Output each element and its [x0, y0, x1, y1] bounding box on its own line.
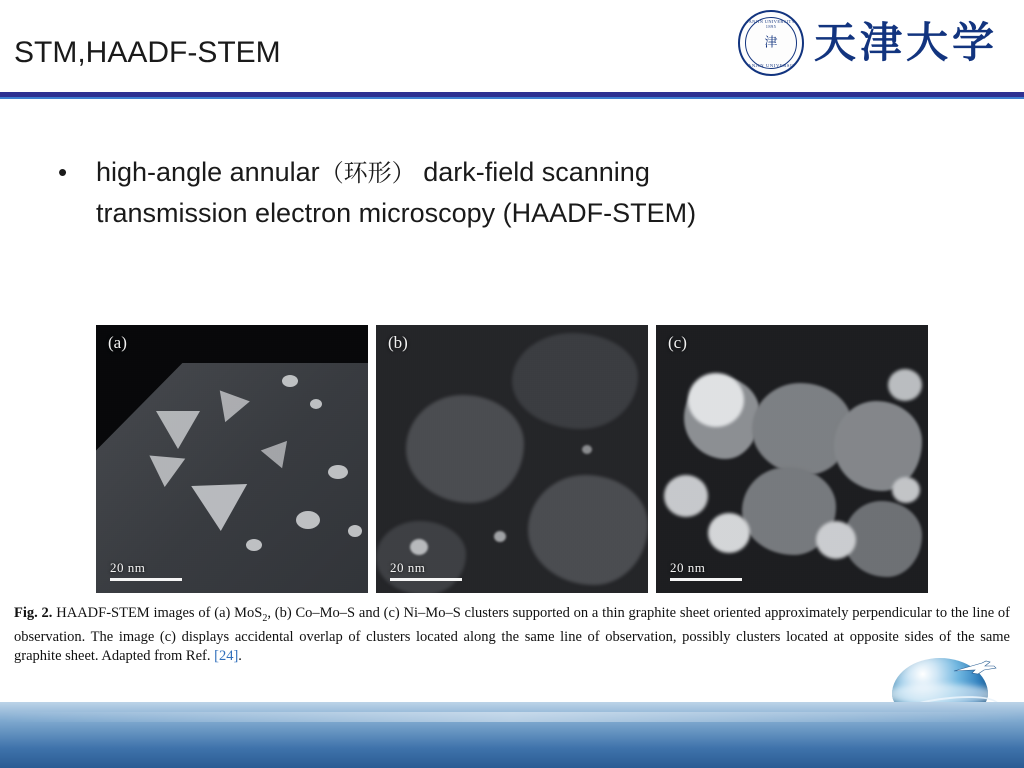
- seal-bottom-text: TIANJIN UNIVERSITY: [742, 63, 800, 68]
- figure-panel-a: [96, 325, 368, 593]
- bright-cluster: [664, 475, 708, 517]
- caption-text-3: .: [238, 647, 242, 664]
- bullet-line1-post: dark-field scanning: [423, 157, 650, 187]
- bright-cluster: [816, 521, 856, 559]
- scale-bar-line-b: [390, 578, 462, 581]
- scale-bar-label-b: 20 nm: [390, 560, 426, 575]
- header-divider-secondary: [0, 97, 1024, 99]
- bullet-block: [58, 152, 938, 233]
- cluster-spot: [282, 375, 298, 387]
- bullet-marker: •: [58, 157, 68, 187]
- bright-spot: [410, 539, 428, 555]
- figure-haadf-stem: [96, 325, 928, 593]
- caption-text-2: , (b) Co–Mo–S and (c) Ni–Mo–S clusters supported on a thin graphite sheet oriented approximately perpendicular to the line of observation. The image (c) displays accidental overlap of clusters located along the same line of observation, possibly clusters located at opposite sides of the same graphite sheet. Adapted from Ref.: [14, 605, 1011, 664]
- water-shine: [0, 712, 1024, 722]
- bullet-item: [58, 152, 938, 233]
- caption-fig-number: Fig. 2.: [14, 605, 53, 621]
- airplane-icon: [952, 660, 998, 676]
- scale-bar-label-c: 20 nm: [670, 560, 706, 575]
- caption-text-1: HAADF-STEM images of (a) MoS: [56, 605, 263, 621]
- cluster-spot: [348, 525, 362, 537]
- bright-cluster: [888, 369, 922, 401]
- bright-cluster: [688, 373, 744, 427]
- figure-panel-c: [656, 325, 928, 593]
- mos2-triangle: [147, 455, 185, 488]
- bright-cluster: [892, 477, 920, 503]
- panel-label-c: (c): [668, 333, 687, 352]
- cluster-region: [376, 521, 466, 593]
- mos2-triangle: [156, 411, 200, 449]
- bullet-line1-cjk: （环形）: [319, 159, 416, 187]
- figure-caption: [14, 604, 1010, 666]
- panel-label-a: (a): [108, 333, 127, 352]
- mos2-triangle: [191, 484, 249, 532]
- scale-bar-label-a: 20 nm: [110, 560, 146, 575]
- scale-bar-a: [110, 560, 182, 581]
- bright-spot: [582, 445, 592, 454]
- bullet-line2: transmission electron microscopy (HAADF-STEM): [96, 198, 697, 228]
- university-name-cn: 天津大学: [813, 18, 998, 67]
- bullet-line1-pre: high-angle annular: [96, 157, 320, 187]
- scale-bar-line-a: [110, 578, 182, 581]
- scale-bar-b: [390, 560, 462, 581]
- caption-reference-link[interactable]: [24]: [214, 647, 239, 664]
- bullet-text: [96, 152, 696, 233]
- cluster-spot: [310, 399, 322, 409]
- bright-spot: [494, 531, 506, 542]
- seal-center-glyph: 津: [764, 35, 778, 51]
- cluster-region: [406, 395, 524, 503]
- cluster-spot: [246, 539, 262, 551]
- panel-label-b: (b): [388, 333, 408, 352]
- caption-subscript: 2: [262, 612, 268, 624]
- figure-panel-b: [376, 325, 648, 593]
- cluster-region: [528, 475, 648, 585]
- footer-water-band: [0, 702, 1024, 768]
- cluster-spot: [328, 465, 348, 479]
- university-seal-icon: [738, 10, 804, 76]
- seal-top-text: TIANJIN UNIVERSITY · 1895: [743, 19, 799, 29]
- scale-bar-line-c: [670, 578, 742, 581]
- scale-bar-c: [670, 560, 742, 581]
- page-title: STM,HAADF-STEM: [14, 36, 281, 69]
- cluster-spot: [296, 511, 320, 529]
- cluster-region: [512, 333, 638, 429]
- bright-cluster: [708, 513, 750, 553]
- university-logo: [738, 10, 998, 76]
